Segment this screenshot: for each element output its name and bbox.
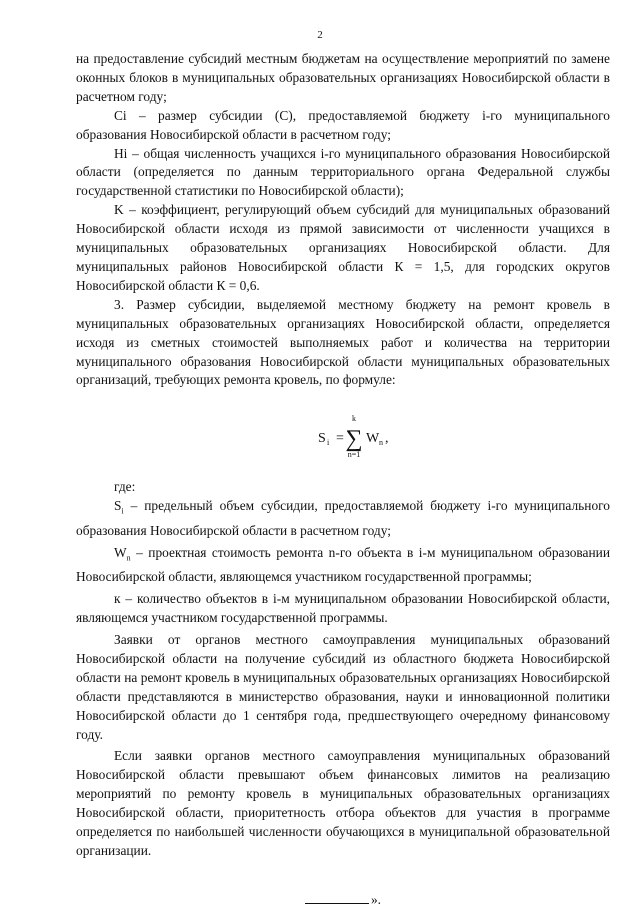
paragraph-window-blocks: на предоставление субсидий местным бюджетам на осуществление мероприятий по замене оконных блоков в муниципальных образовательных организациях Новосибирской области в расчетном году; <box>76 51 610 104</box>
wn-text: – проектная стоимость ремонта n-го объекта в i-м муниципальном образовании Новосибирской области, являющемся участником государственной программы; <box>76 544 610 585</box>
paragraph-priority: Если заявки органов местного самоуправления муниципальных образований Новосибирской области превышают объем финансовых лимитов на реализацию мероприятий по ремонту кровель в муниципальных образовательных организациях Новосибирской области, приоритетность отбора объектов для участия в программе определяется по наибольшей численности обучающихся в муниципальной образовательной организации. <box>76 748 610 858</box>
wn-subscript: n <box>126 553 131 563</box>
formula-lhs: S <box>318 431 326 447</box>
wn-symbol: W <box>114 544 127 560</box>
subsidy-formula <box>76 410 610 464</box>
paragraph-applications: Заявки от органов местного самоуправления муниципальных образований Новосибирской области на получение субсидий из областного бюджета Новосибирской области на ремонт кровель в муниципальных образовательных организациях Новосибирской области представляются в министерство образования, науки и инновационной политики Новосибирской области до 1 сентября года, предшествующего очередному финансовому году. <box>76 632 610 742</box>
formula-sum-upper: k <box>352 414 356 424</box>
paragraph-ci-definition: Ci – размер субсидии (С), предоставляемой бюджету i-го муниципального образования Новосибирской области в расчетном году; <box>76 107 610 142</box>
formula-lhs-sub: i <box>327 438 330 448</box>
paragraph-k-definition: K – коэффициент, регулирующий объем субсидий для муниципальных образований Новосибирской области исходя из прямой зависимости от численности учащихся в муниципальных образовательных организациях Новосибирской области. Для муниципальных районов Новосибирской области К = 1,5, для городских округов Новосибирской области К = 0,6. <box>76 202 610 293</box>
formula-sum-symbol: ∑ <box>345 426 363 453</box>
page-number: 2 <box>317 29 323 41</box>
formula-svg <box>314 410 474 464</box>
si-subscript: i <box>121 506 124 516</box>
formula-sum-lower: n=1 <box>347 450 361 460</box>
document-body <box>76 50 610 910</box>
closing-line <box>76 891 610 910</box>
paragraph-hi-definition: Hi – общая численность учащихся i-го муниципального образования Новосибирской области (определяется по данным территориального органа Федеральной службы государственной статистики по Новосибирской области); <box>76 145 610 199</box>
formula-trail: , <box>385 431 389 447</box>
paragraph-wn-definition <box>76 544 610 587</box>
si-symbol: S <box>114 498 122 514</box>
formula-equals: = <box>336 431 344 447</box>
closing-quote: ». <box>370 891 382 907</box>
paragraph-k-count-definition: к – количество объектов в i-м муниципальном образовании Новосибирской области, являющемся участником государственной программы. <box>76 591 610 626</box>
paragraph-where: где: <box>114 479 136 495</box>
formula-term-sub: n <box>379 438 383 448</box>
si-text: – предельный объем субсидии, предоставляемой бюджету i-го муниципального образования Новосибирской области в расчетном году; <box>76 498 610 538</box>
closing-rule <box>305 891 369 904</box>
paragraph-si-definition <box>76 497 610 540</box>
formula-term: W <box>366 431 380 447</box>
paragraph-roof-repair-subsidy: 3. Размер субсидии, выделяемой местному бюджету на ремонт кровель в муниципальных образовательных организациях Новосибирской области, определяется исходя из сметных стоимостей выполняемых работ и количества на территории муниципального образования Новосибирской области муниципальных образовательных организаций, требующих ремонта кровель, по формуле: <box>76 296 610 388</box>
